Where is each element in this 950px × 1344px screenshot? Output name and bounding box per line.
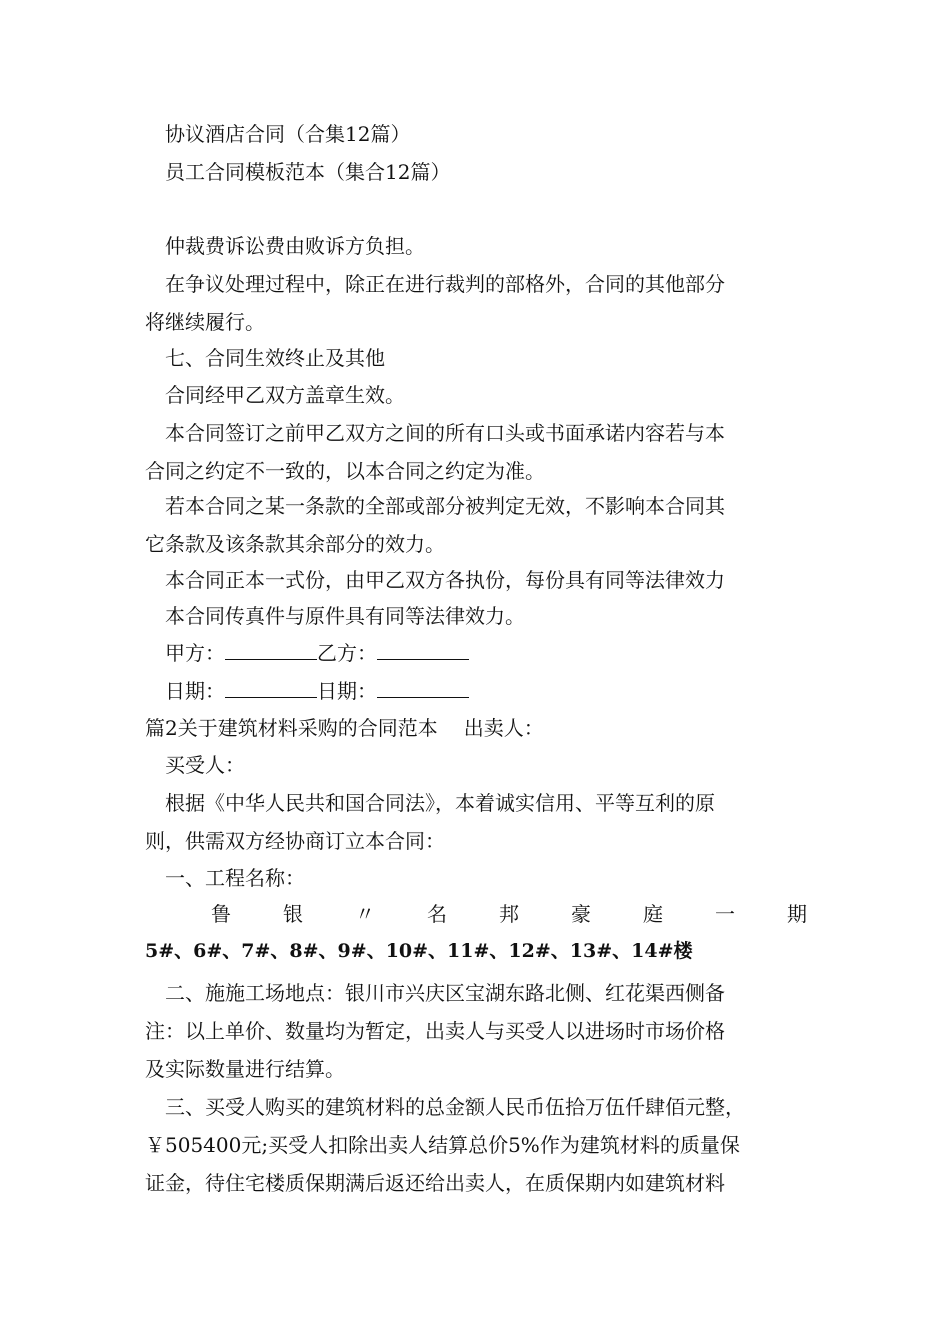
paragraph-effective: 合同经甲乙双方盖章生效。 (165, 383, 405, 407)
item2-line3: 及实际数量进行结算。 (145, 1057, 345, 1081)
party-b-label: 乙方： (317, 641, 377, 665)
item3-line2: ￥505400元;买受人扣除出卖人结算总价5%作为建筑材料的质量保 (145, 1133, 740, 1157)
date-b-label: 日期： (317, 679, 377, 703)
item1-project-name-label: 一、工程名称： (165, 866, 305, 890)
project-char: 邦 (499, 902, 519, 926)
paragraph-invalid-clause-line2: 它条款及该条款其余部分的效力。 (145, 532, 445, 556)
paragraph-prior-promise-line1: 本合同签订之前甲乙双方之间的所有口头或书面承诺内容若与本 (165, 421, 725, 445)
project-char: 一 (715, 902, 735, 926)
party-b-blank (377, 641, 469, 660)
project-char: 庭 (643, 902, 663, 926)
date-b-blank (377, 679, 469, 698)
paragraph-intro-line2: 则，供需双方经协商订立本合同： (145, 829, 445, 853)
related-link-hotel-contract[interactable]: 协议酒店合同（合集12篇） (165, 122, 411, 146)
party-a-blank (225, 641, 317, 660)
seller-label: 出卖人： (463, 716, 544, 740)
paragraph-dispute-line1: 在争议处理过程中，除正在进行裁判的部格外，合同的其他部分 (165, 272, 725, 296)
paragraph-arbitration-fee: 仲裁费诉讼费由败诉方负担。 (165, 234, 425, 258)
item2-line2: 注：以上单价、数量均为暂定，出卖人与买受人以进场时市场价格 (145, 1019, 725, 1043)
heading-section-7: 七、合同生效终止及其他 (165, 346, 385, 370)
signature-row-parties (165, 641, 469, 665)
paragraph-copies: 本合同正本一式份，由甲乙双方各执份，每份具有同等法律效力 (165, 568, 725, 592)
party-a-label: 甲方： (165, 641, 225, 665)
paragraph-fax: 本合同传真件与原件具有同等法律效力。 (165, 604, 525, 628)
related-link-employee-contract[interactable]: 员工合同模板范本（集合12篇） (165, 160, 451, 184)
item3-line3: 证金，待住宅楼质保期满后返还给出卖人，在质保期内如建筑材料 (145, 1171, 725, 1195)
project-char: 豪 (571, 902, 591, 926)
project-char: 〃 (355, 902, 375, 926)
signature-row-dates (165, 679, 469, 703)
paragraph-prior-promise-line2: 合同之约定不一致的，以本合同之约定为准。 (145, 459, 545, 483)
project-char: 鲁 (211, 902, 231, 926)
date-a-blank (225, 679, 317, 698)
date-a-label: 日期： (165, 679, 225, 703)
section2-title: 篇2关于建筑材料采购的合同范本 (145, 716, 438, 740)
project-char: 期 (787, 902, 807, 926)
paragraph-dispute-line2: 将继续履行。 (145, 310, 265, 334)
section2-title-row (145, 716, 544, 740)
project-char: 银 (283, 902, 303, 926)
item2-line1: 二、施施工场地点：银川市兴庆区宝湖东路北侧、红花渠西侧备 (165, 981, 725, 1005)
paragraph-intro-line1: 根据《中华人民共和国合同法》，本着诚实信用、平等互利的原 (165, 791, 715, 815)
project-char: 名 (427, 902, 447, 926)
building-numbers: 5#、6#、7#、8#、9#、10#、11#、12#、13#、14#楼 (145, 940, 693, 962)
buyer-label: 买受人： (165, 753, 245, 777)
item3-line1: 三、买受人购买的建筑材料的总金额人民币伍拾万伍仟肆佰元整， (165, 1095, 745, 1119)
project-name-justified (145, 902, 807, 926)
paragraph-invalid-clause-line1: 若本合同之某一条款的全部或部分被判定无效，不影响本合同其 (165, 494, 725, 518)
